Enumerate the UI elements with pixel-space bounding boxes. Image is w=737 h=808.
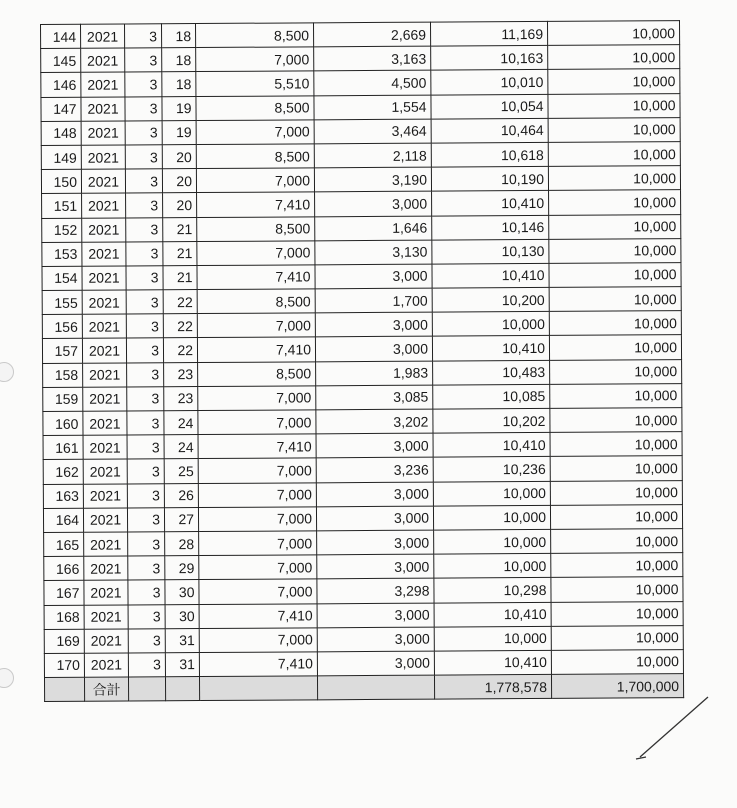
cell-row-number: 152 [42,218,82,242]
cell-month: 3 [125,145,162,169]
cell-amount-sum: 10,010 [431,70,548,95]
cell-row-number: 170 [44,653,84,677]
cell-amount-sum: 10,190 [431,167,548,192]
cell-amount-2: 2,118 [314,143,431,168]
cell-amount-1: 7,410 [199,603,317,628]
total-cell-empty [317,675,434,700]
cell-amount-sum: 10,410 [433,433,550,458]
cell-amount-2: 3,298 [317,578,434,603]
cell-amount-fixed: 10,000 [551,553,683,578]
cell-year: 2021 [83,387,127,411]
cell-row-number: 144 [41,24,81,48]
cell-amount-sum: 10,000 [433,505,550,530]
cell-amount-2: 3,163 [314,46,431,71]
cell-amount-2: 1,646 [315,216,432,241]
cell-amount-sum: 10,000 [434,529,551,554]
cell-year: 2021 [84,653,128,677]
cell-amount-1: 7,410 [197,265,315,290]
cell-amount-sum: 10,464 [431,118,548,143]
cell-month: 3 [125,24,162,48]
cell-row-number: 156 [42,314,82,338]
cell-amount-sum: 10,000 [432,312,549,337]
cell-amount-sum: 10,410 [432,191,549,216]
cell-amount-sum: 10,146 [432,215,549,240]
cell-year: 2021 [82,290,126,314]
cell-year: 2021 [83,508,127,532]
total-cell-empty [199,676,317,701]
cell-month: 3 [127,507,164,531]
total-row [44,674,683,702]
cell-amount-fixed: 10,000 [550,480,682,505]
cell-amount-1: 7,000 [196,120,314,145]
cell-day: 21 [163,217,197,241]
cell-amount-1: 7,000 [197,313,315,338]
cell-row-number: 153 [42,242,82,266]
cell-row-number: 162 [43,460,83,484]
cell-day: 29 [165,556,199,580]
cell-year: 2021 [82,217,126,241]
cell-month: 3 [127,483,164,507]
cell-amount-1: 7,410 [197,337,315,362]
ledger-table [40,20,684,702]
cell-year: 2021 [83,435,127,459]
cell-row-number: 169 [44,629,84,653]
cell-amount-2: 3,000 [315,191,432,216]
cell-day: 28 [165,531,199,555]
total-cell-empty [44,677,84,701]
cell-amount-sum: 10,298 [434,578,551,603]
cell-amount-fixed: 10,000 [551,577,683,602]
cell-amount-2: 3,000 [317,603,434,628]
cell-day: 23 [164,362,198,386]
cell-year: 2021 [82,266,126,290]
cell-amount-sum: 10,054 [431,94,548,119]
cell-month: 3 [127,362,164,386]
cell-amount-1: 8,500 [196,23,314,48]
cell-year: 2021 [83,484,127,508]
cell-amount-1: 7,000 [198,410,316,435]
cell-amount-fixed: 10,000 [549,287,681,312]
cell-year: 2021 [81,145,125,169]
cell-amount-sum: 11,169 [430,21,547,46]
cell-amount-sum: 10,410 [434,650,551,675]
cell-amount-fixed: 10,000 [551,529,683,554]
cell-amount-1: 7,000 [196,168,314,193]
cell-month: 3 [126,338,163,362]
cell-amount-1: 7,410 [197,192,315,217]
cell-amount-fixed: 10,000 [551,601,683,626]
cell-year: 2021 [82,242,126,266]
ledger-sheet [40,20,684,702]
cell-amount-1: 7,000 [199,579,317,604]
cell-amount-1: 7,000 [199,628,317,653]
cell-amount-2: 3,130 [315,240,432,265]
cell-year: 2021 [81,121,125,145]
cell-year: 2021 [83,363,127,387]
cell-amount-2: 3,000 [315,264,432,289]
cell-row-number: 145 [41,48,81,72]
cell-year: 2021 [84,629,128,653]
cell-amount-fixed: 10,000 [549,190,681,215]
cell-amount-fixed: 10,000 [549,262,681,287]
cell-amount-fixed: 10,000 [550,383,682,408]
cell-month: 3 [128,580,165,604]
cell-month: 3 [127,411,164,435]
cell-amount-2: 1,700 [315,288,432,313]
cell-amount-fixed: 10,000 [549,335,681,360]
cell-amount-2: 2,669 [313,22,430,47]
cell-month: 3 [126,241,163,265]
cell-row-number: 165 [44,532,84,556]
cell-amount-sum: 10,410 [432,263,549,288]
cell-row-number: 163 [43,484,83,508]
cell-amount-1: 8,500 [196,95,314,120]
cell-amount-sum: 10,000 [433,481,550,506]
cell-day: 20 [162,169,196,193]
cell-month: 3 [126,290,163,314]
cell-day: 24 [164,435,198,459]
cell-amount-2: 3,000 [317,651,434,676]
cell-amount-1: 8,500 [197,216,315,241]
cell-month: 3 [126,193,163,217]
cell-amount-1: 7,000 [198,507,316,532]
cell-day: 21 [163,241,197,265]
cell-day: 22 [163,314,197,338]
cell-row-number: 161 [43,435,83,459]
cell-amount-sum: 10,000 [434,554,551,579]
cell-row-number: 166 [44,556,84,580]
cell-amount-fixed: 10,000 [549,214,681,239]
cell-amount-fixed: 10,000 [551,649,683,674]
cell-day: 20 [162,144,196,168]
punch-hole [0,668,14,688]
cell-day: 31 [165,652,199,676]
cell-amount-1: 7,000 [199,531,317,556]
total-cell-empty [165,677,199,701]
cell-row-number: 146 [41,73,81,97]
cell-row-number: 158 [43,363,83,387]
cell-year: 2021 [82,338,126,362]
cell-month: 3 [125,96,162,120]
cell-amount-fixed: 10,000 [548,166,680,191]
cell-day: 23 [164,386,198,410]
cell-day: 18 [162,72,196,96]
cell-amount-1: 7,000 [197,241,315,266]
cell-row-number: 155 [42,290,82,314]
cell-amount-1: 5,510 [196,71,314,96]
cell-month: 3 [128,628,165,652]
cell-amount-sum: 10,202 [433,408,550,433]
cell-amount-fixed: 10,000 [548,117,680,142]
cell-amount-sum: 10,200 [432,287,549,312]
cell-year: 2021 [84,580,128,604]
cell-amount-1: 7,000 [198,458,316,483]
cell-day: 24 [164,411,198,435]
total-sum-col7: 1,778,578 [434,674,551,699]
cell-month: 3 [128,532,165,556]
cell-day: 30 [165,604,199,628]
cell-amount-1: 7,410 [198,434,316,459]
cell-row-number: 167 [44,581,84,605]
cell-month: 3 [128,604,165,628]
cell-month: 3 [126,217,163,241]
cell-month: 3 [127,435,164,459]
cell-amount-2: 3,000 [316,506,433,531]
cell-amount-2: 3,464 [314,119,431,144]
cell-amount-fixed: 10,000 [550,359,682,384]
cell-day: 22 [163,338,197,362]
cell-year: 2021 [81,169,125,193]
cell-amount-1: 7,410 [199,652,317,677]
cell-month: 3 [126,314,163,338]
cell-amount-2: 1,983 [316,361,433,386]
cell-day: 26 [164,483,198,507]
cell-row-number: 151 [42,194,82,218]
cell-amount-fixed: 10,000 [550,504,682,529]
total-sum-col8: 1,700,000 [551,674,683,699]
cell-row-number: 164 [43,508,83,532]
cell-amount-1: 8,500 [197,289,315,314]
cell-amount-1: 7,000 [196,47,314,72]
cell-day: 18 [162,24,196,48]
cell-row-number: 168 [44,605,84,629]
cell-year: 2021 [81,97,125,121]
cell-amount-sum: 10,410 [434,602,551,627]
cell-amount-fixed: 10,000 [548,142,680,167]
cell-amount-fixed: 10,000 [548,69,680,94]
cell-amount-fixed: 10,000 [548,45,680,70]
cell-amount-1: 7,000 [199,555,317,580]
cell-amount-sum: 10,130 [432,239,549,264]
cell-amount-fixed: 10,000 [550,408,682,433]
cell-amount-sum: 10,000 [434,626,551,651]
cell-month: 3 [126,266,163,290]
cell-amount-sum: 10,236 [433,457,550,482]
cell-day: 19 [162,120,196,144]
cell-amount-1: 8,500 [196,144,314,169]
cell-amount-sum: 10,483 [433,360,550,385]
cell-month: 3 [127,459,164,483]
cell-amount-2: 1,554 [314,95,431,120]
cell-row-number: 159 [43,387,83,411]
cell-day: 21 [163,265,197,289]
cell-amount-fixed: 10,000 [550,456,682,481]
cell-row-number: 150 [41,169,81,193]
cell-month: 3 [128,556,165,580]
cell-day: 30 [165,580,199,604]
cell-amount-2: 3,085 [316,385,433,410]
cell-year: 2021 [82,314,126,338]
cell-month: 3 [125,48,162,72]
cell-day: 18 [162,48,196,72]
cell-row-number: 149 [41,145,81,169]
cell-amount-2: 3,000 [315,337,432,362]
cell-amount-2: 3,000 [317,530,434,555]
punch-hole [0,362,14,382]
cell-amount-1: 7,000 [198,482,316,507]
cell-amount-fixed: 10,000 [547,21,679,46]
cell-month: 3 [125,121,162,145]
cell-day: 19 [162,96,196,120]
cell-amount-fixed: 10,000 [549,238,681,263]
cell-year: 2021 [82,193,126,217]
cell-amount-2: 3,236 [316,457,433,482]
cell-month: 3 [127,387,164,411]
cell-month: 3 [128,653,165,677]
cell-amount-fixed: 10,000 [548,93,680,118]
pen-strike-mark [632,695,712,765]
cell-year: 2021 [83,459,127,483]
total-label: 合計 [84,677,128,701]
cell-row-number: 157 [42,339,82,363]
cell-amount-1: 7,000 [198,386,316,411]
cell-amount-sum: 10,618 [431,142,548,167]
cell-row-number: 160 [43,411,83,435]
cell-amount-sum: 10,163 [431,46,548,71]
cell-day: 20 [163,193,197,217]
cell-year: 2021 [84,532,128,556]
cell-day: 22 [163,290,197,314]
cell-day: 31 [165,628,199,652]
cell-year: 2021 [81,72,125,96]
cell-amount-1: 8,500 [198,361,316,386]
total-cell-empty [128,677,165,701]
cell-month: 3 [125,169,162,193]
cell-year: 2021 [83,411,127,435]
cell-amount-2: 3,190 [314,167,431,192]
cell-amount-2: 3,000 [317,554,434,579]
cell-day: 27 [164,507,198,531]
cell-year: 2021 [84,556,128,580]
cell-row-number: 154 [42,266,82,290]
cell-amount-fixed: 10,000 [550,432,682,457]
cell-row-number: 148 [41,121,81,145]
cell-amount-2: 3,000 [316,433,433,458]
cell-amount-2: 3,000 [317,627,434,652]
cell-amount-sum: 10,085 [433,384,550,409]
cell-row-number: 147 [41,97,81,121]
cell-amount-sum: 10,410 [432,336,549,361]
cell-amount-2: 3,202 [316,409,433,434]
cell-year: 2021 [81,48,125,72]
cell-month: 3 [125,72,162,96]
ledger-body [41,21,684,678]
cell-amount-2: 4,500 [314,70,431,95]
cell-year: 2021 [84,604,128,628]
cell-amount-2: 3,000 [315,312,432,337]
cell-amount-2: 3,000 [316,482,433,507]
cell-year: 2021 [81,24,125,48]
cell-amount-fixed: 10,000 [549,311,681,336]
cell-amount-fixed: 10,000 [551,625,683,650]
cell-day: 25 [164,459,198,483]
